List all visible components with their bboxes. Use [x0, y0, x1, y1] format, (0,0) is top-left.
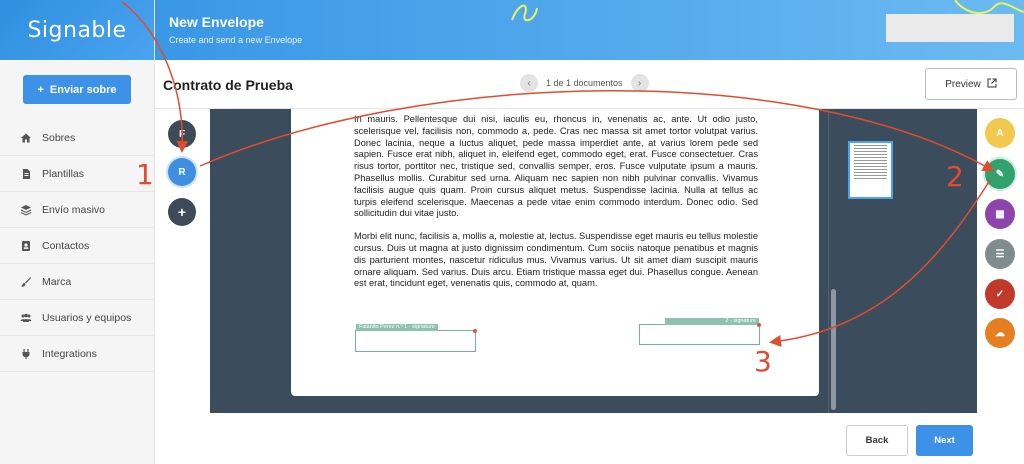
sidebar-nav	[0, 120, 155, 372]
sidebar-item-marca[interactable]	[0, 264, 155, 300]
home-icon	[20, 132, 32, 144]
scrollbar-thumb[interactable]	[831, 289, 836, 410]
signature-tool-pencil-icon[interactable]: ✎	[985, 159, 1015, 189]
document-paragraph: In mauris. Pellentesque dui nisi, iaculis eu, rhoncus in, venenatis ac, ante. Ut odio justo, scelerisque vel, facilisis non, commodo a, pede. Cras nec massa sit amet tortor volutpat varius. Donec lacinia, neque a luctus aliquet, pede massa imperdiet ante, at varius lorem pede sed sapien. Fusce erat nibh, aliquet in, eleifend eget, commodo eget, erat. Fusce consectetuer. Cras risus tortor, porttitor nec, tristique sed, convallis semper, eros. Fusce vulputate ipsum a mauris. Phasellus mollis. Curabitur sed urna. Aliquam nec sapien non nibh pulvinar convallis. Vivamus facilisis augue quis quam. Proin cursus aliquet metus. Suspendisse lacinia. Nulla at tellus ac turpis eleifend scelerisque. Maecenas a pede vitae enim commodo interdum. Donec odio. Sed sollicitudin dui vitae justo.	[354, 114, 758, 219]
signature-field-2[interactable]	[639, 318, 760, 345]
annotation-number: 3	[754, 345, 772, 378]
upload-tool-cloud-icon[interactable]: ☁	[985, 318, 1015, 348]
signature-field-label: 2 - signature	[665, 318, 759, 325]
sidebar-item-integrations[interactable]	[0, 336, 155, 372]
date-tool-calendar-icon[interactable]: ▦	[985, 199, 1015, 229]
sidebar-item-envio-masivo[interactable]	[0, 192, 155, 228]
preview-button[interactable]	[925, 68, 1017, 100]
logo-text: Signable	[27, 17, 127, 43]
users-icon	[20, 312, 32, 324]
plug-icon	[20, 348, 32, 360]
sidebar-item-plantillas[interactable]	[0, 156, 155, 192]
chevron-right-icon[interactable]: ›	[631, 74, 649, 92]
signature-field-1[interactable]	[355, 324, 476, 352]
sidebar-item-sobres[interactable]	[0, 120, 155, 156]
decorative-squiggle	[507, 0, 547, 30]
resize-handle[interactable]	[757, 323, 761, 327]
user-account-box[interactable]	[886, 14, 1014, 42]
sidebar-item-label: Sobres	[42, 131, 76, 144]
sidebar-item-label: Envío masivo	[42, 203, 106, 216]
sidebar-item-label: Integrations	[42, 347, 97, 360]
signer-f-avatar[interactable]: F	[168, 120, 196, 148]
sidebar-item-label: Contactos	[42, 239, 90, 252]
pager-text: 1 de 1 documentos	[546, 78, 623, 88]
sidebar-item-label: Usuarios y equipos	[42, 311, 132, 324]
document-text	[354, 114, 758, 301]
document-editor	[210, 109, 977, 413]
page-header	[155, 0, 1024, 60]
sidebar-item-contactos[interactable]	[0, 228, 155, 264]
contact-card-icon	[20, 240, 32, 252]
next-button[interactable]: Next	[916, 425, 973, 456]
add-signer-button[interactable]: +	[168, 198, 196, 226]
external-link-icon	[987, 78, 997, 91]
back-button[interactable]: Back	[846, 425, 908, 456]
annotation-number: 2	[946, 160, 964, 193]
send-envelope-button[interactable]	[23, 75, 131, 104]
page-thumbnail[interactable]	[848, 141, 893, 199]
sidebar-item-usuarios[interactable]	[0, 300, 155, 336]
sidebar-item-label: Marca	[42, 275, 72, 288]
document-paragraph: Morbi elit nunc, facilisis a, mollis a, molestie at, lectus. Suspendisse eget mauris eu tellus molestie cursus. Duis ut magna at justo dignissim condimentum. Cum sociis natoque penatibus et magnis dis parturient montes, nascetur ridiculus mus. Vivamus varius. Ut sit amet diam suscipit mauris ornare aliquam. Sed varius. Duis arcu. Etiam tristique massa eget dui. Phasellus congue. Aenean est erat, tincidunt eget, venenatis quis, commodo at, quam.	[354, 231, 758, 289]
document-title: Contrato de Prueba	[163, 77, 293, 93]
logo[interactable]	[0, 0, 154, 60]
page-title: New Envelope	[169, 14, 264, 30]
sidebar-item-label: Plantillas	[42, 167, 85, 180]
signature-field-label: Falanito Perez n.º 1 - signature	[356, 324, 438, 331]
document-pager	[520, 74, 649, 92]
text-tool-list-icon[interactable]: ☰	[985, 239, 1015, 269]
initials-tool[interactable]: A	[985, 118, 1015, 148]
annotation-number: 1	[136, 158, 154, 191]
chevron-left-icon[interactable]: ‹	[520, 74, 538, 92]
checkbox-tool-check-icon[interactable]: ✓	[985, 279, 1015, 309]
brush-icon	[20, 276, 32, 288]
layers-icon	[20, 204, 32, 216]
plus-icon: +	[37, 83, 44, 96]
send-envelope-label: Enviar sobre	[49, 83, 117, 96]
resize-handle[interactable]	[473, 329, 477, 333]
file-icon	[20, 168, 32, 180]
document-page[interactable]	[291, 109, 819, 396]
signer-r-avatar[interactable]: R	[168, 158, 196, 186]
sidebar	[0, 0, 155, 464]
page-subtitle: Create and send a new Envelope	[169, 35, 303, 45]
preview-label: Preview	[945, 78, 981, 90]
